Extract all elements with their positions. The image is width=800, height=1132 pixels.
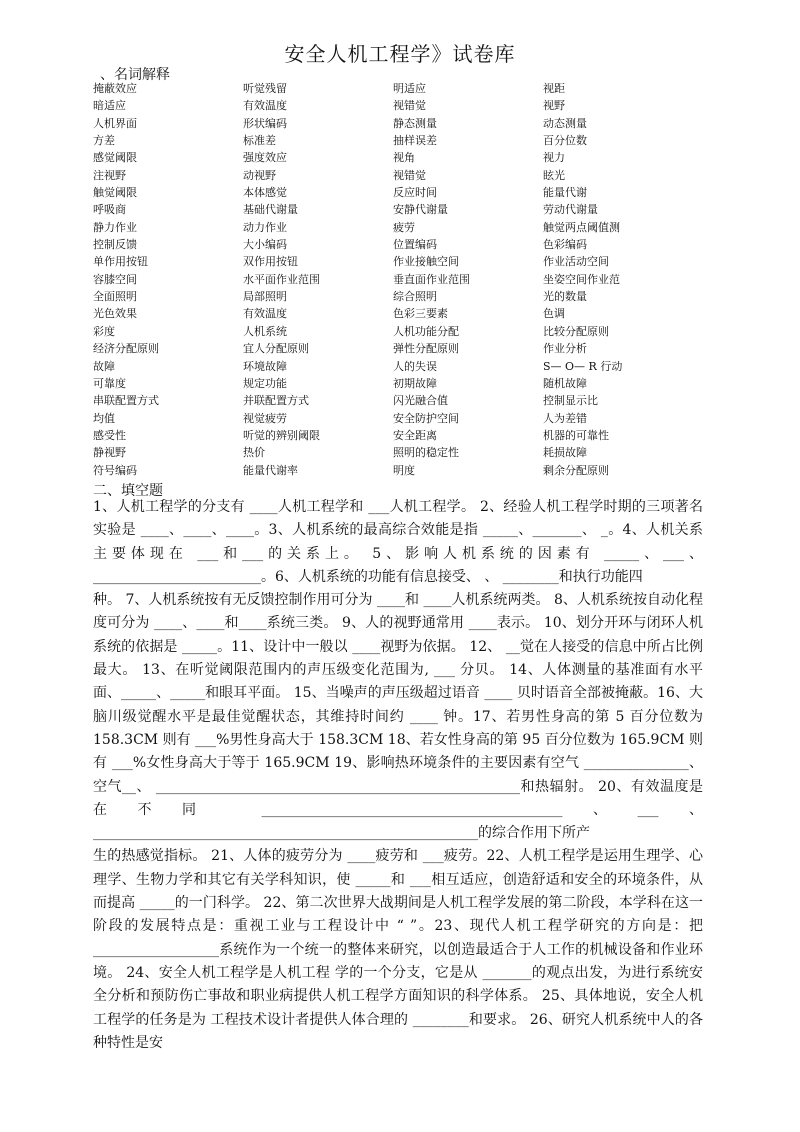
term-item: 初期故障 [393, 376, 437, 390]
term-item: 能量代谢 [543, 186, 587, 200]
term-item: 彩度 [93, 324, 115, 338]
term-item: 作业接触空间 [393, 255, 459, 269]
term-item: 呼吸商 [93, 203, 126, 217]
question-paragraph: 生的热感觉指标。 21、人体的疲劳分为 ____疲劳和 ___疲劳。22、人机工程学是运用生理学、心理学、生物力学和其它有关学科知识，使 _____和 ___相互适应，创造舒适和安全的环境条件，从而提高 _____的一门科学。 22、第二次世界大战期间是人机工程学发展的第二阶段，本学科在这一阶段的发展特点是：重视工业与工程设计中 “ ”。23、现代人机工程学研究的方向是：把 __________________系统作为一个统一的整体来研究，以创造最适合于人工作的机械设备和作业环境。 24、安全人机工程学是人机工程 学的一个分支，它是从 _______的观点出发，为进行系统安全分析和预防伤亡事故和职业病提供人机工程学方面知识的科学体系。 25、具体地说，安全人机工程学的任务是为 工程技术设计者提供人体合理的 ________和要求。 26、研究人机系统中人的各种特性是安 [93, 848, 703, 1051]
term-item: 标准差 [243, 134, 276, 148]
term-item: 听觉残留 [243, 82, 287, 95]
term-item: 全面照明 [93, 290, 137, 304]
term-item: 反应时间 [393, 186, 437, 200]
term-item: 光色效果 [93, 307, 137, 321]
term-item: 耗损故障 [543, 446, 587, 460]
section-1-heading: 、名词解释 [100, 67, 170, 83]
term-item: 注视野 [93, 168, 126, 182]
term-item: 控制反馈 [93, 238, 137, 252]
term-item: 规定功能 [243, 376, 287, 390]
term-item: 比较分配原则 [543, 324, 609, 338]
term-item: 明度 [393, 463, 415, 477]
term-item: 单作用按钮 [93, 255, 148, 269]
term-item: 作业活动空间 [543, 255, 609, 269]
term-item: 人机系统 [243, 324, 287, 338]
term-item: 静力作业 [93, 220, 137, 234]
term-item: 视距 [543, 82, 565, 95]
term-item: 安静代谢量 [393, 203, 448, 217]
term-item: 闪光融合值 [393, 394, 448, 408]
term-item: 眩光 [543, 168, 565, 182]
term-item: 大小编码 [243, 238, 287, 252]
term-item: 听觉的辨别阈限 [243, 428, 320, 442]
term-item: 作业分析 [543, 342, 587, 356]
term-item: 故障 [93, 359, 115, 373]
term-item: 动态测量 [543, 116, 587, 130]
term-item: 感受性 [93, 428, 126, 442]
question-paragraph: 1、人机工程学的分支有 ____人机工程学和 ___人机工程学。 2、经验人机工程学时期的三项著名实验是 ____、____、____。3、人机系统的最高综合效能是指 _____、_______、 _。4、人机关系主要体现在 ___和___的关系上。 5、影响人机系统的因素有 _____、___、________________________。6、人机系统的功能有信息接受、 、 ________和执行功能四 [93, 499, 703, 585]
term-item: 机器的可靠性 [543, 428, 609, 442]
question-paragraph: 种。 7、人机系统按有无反馈控制作用可分为 ____和 ____人机系统两类。 8、人机系统按自动化程度可分为 ____、____和____系统三类。 9、人的视野通常用 ____表示。 10、划分开环与闭环人机系统的依据是 _____。11、设计中一般以 ____视野为依据。 12、 __觉在人接受的信息中所占比例最大。 13、在听觉阈限范围内的声压级变化范围为, ___ 分贝。 14、人体测量的基准面有水平面、_____、_____和眼耳平面。 15、当噪声的声压级超过语音 ____ 贝时语音全部被掩蔽。16、大脑川级觉醒水平是最佳觉醒状态，其维持时间约 ____ 钟。17、若男性身高的第 5 百分位数为 158.3CM 则有 ___%男性身高大于 158.3CM 18、若女性身高的第 95 百分位数为 165.9CM 则有 ___%女性身高大于等于 165.9CM 19、影响热环境条件的主要因素有空气 _______________、空气__、 ____________________________________________________和热辐射。 20、有效温度是在不同 ___________________________________________、___、 _______________________________________________________的综合作用下所产 [93, 592, 703, 842]
term-item: 基础代谢量 [243, 203, 298, 217]
term-item: 色彩编码 [543, 238, 587, 252]
term-item: 坐姿空间作业范 [543, 272, 620, 286]
term-item: 环境故障 [243, 359, 287, 373]
term-item: 可靠度 [93, 376, 126, 390]
term-item: 串联配置方式 [93, 394, 159, 408]
term-item: 触觉两点阈值测 [543, 220, 620, 234]
term-item: 有效温度 [243, 307, 287, 321]
term-item: 双作用按钮 [243, 255, 298, 269]
term-item: 视角 [393, 151, 415, 165]
page-title: 安全人机工程学》试卷库 [284, 42, 516, 66]
term-item: 光的数量 [543, 290, 587, 304]
term-item: 位置编码 [393, 238, 437, 252]
term-item: 明适应 [393, 82, 426, 95]
term-item: 经济分配原则 [93, 342, 159, 356]
term-item: 暗适应 [93, 99, 126, 113]
term-item: 视错觉 [393, 99, 426, 113]
term-item: 有效温度 [243, 99, 287, 113]
term-item: 符号编码 [93, 463, 137, 477]
term-item: 综合照明 [393, 290, 437, 304]
term-item: 照明的稳定性 [393, 446, 459, 460]
terms-grid [93, 80, 713, 479]
term-item: 能量代谢率 [243, 463, 298, 477]
term-item: 百分位数 [543, 134, 587, 148]
term-item: 动力作业 [243, 220, 287, 234]
term-item: 人机界面 [93, 116, 137, 130]
term-item: 水平面作业范围 [243, 272, 320, 286]
term-item: 静态测量 [393, 116, 437, 130]
term-item: 动视野 [243, 168, 276, 182]
term-item: 静视野 [93, 446, 126, 460]
term-item: 安全距离 [393, 428, 437, 442]
term-item: 形状编码 [243, 116, 287, 130]
term-item: 宜人分配原则 [243, 342, 309, 356]
term-item: 劳动代谢量 [543, 203, 598, 217]
term-item: 弹性分配原则 [393, 342, 459, 356]
term-item: 视觉疲劳 [243, 411, 287, 425]
term-item: 容膝空间 [93, 272, 137, 286]
term-item: 掩蔽效应 [93, 82, 137, 95]
term-item: 本体感觉 [243, 186, 287, 200]
term-item: 抽样误差 [393, 134, 437, 148]
term-item: 视错觉 [393, 168, 426, 182]
term-item: S— O— R 行动 [543, 359, 623, 373]
term-item: 人机功能分配 [393, 324, 459, 338]
term-item: 视野 [543, 99, 565, 113]
term-item: 垂直面作业范围 [393, 272, 470, 286]
section-2-heading: 二、填空题 [93, 483, 163, 499]
term-item: 色调 [543, 307, 565, 321]
term-item: 人的失误 [393, 359, 437, 373]
term-item: 局部照明 [243, 290, 287, 304]
term-item: 控制显示比 [543, 394, 598, 408]
term-item: 剩余分配原则 [543, 463, 609, 477]
term-item: 感觉阈限 [93, 151, 137, 165]
term-item: 强度效应 [243, 151, 287, 165]
term-item: 疲劳 [393, 220, 415, 234]
term-item: 均值 [93, 411, 115, 425]
term-item: 人为差错 [543, 411, 587, 425]
fill-in-questions [93, 496, 703, 1055]
term-item: 随机故障 [543, 376, 587, 390]
term-item: 视力 [543, 151, 565, 165]
term-item: 触觉阈限 [93, 186, 137, 200]
term-item: 安全防护空间 [393, 411, 459, 425]
term-item: 并联配置方式 [243, 394, 309, 408]
term-item: 方差 [93, 134, 115, 148]
term-item: 热价 [243, 446, 265, 460]
term-item: 色彩三要素 [393, 307, 448, 321]
